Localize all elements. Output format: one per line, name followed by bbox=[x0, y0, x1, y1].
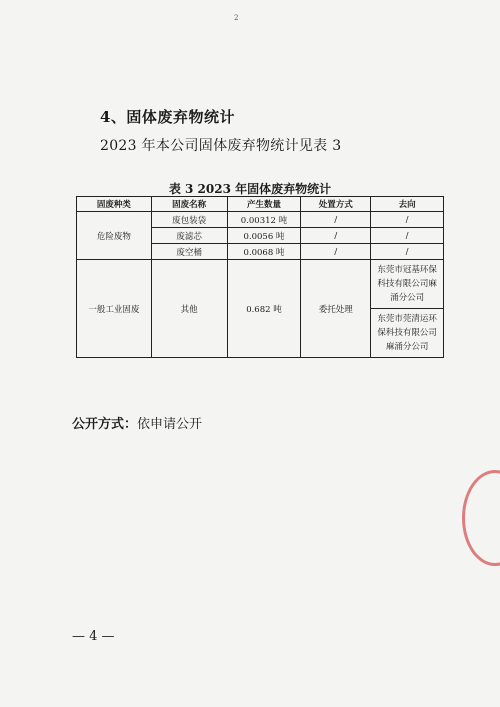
table-caption: 表 3 2023 年固体废弃物统计 bbox=[168, 182, 332, 196]
method-cell: 委托处理 bbox=[301, 260, 371, 358]
header-destination: 去向 bbox=[371, 197, 444, 212]
table-header-row bbox=[77, 197, 444, 212]
destination-cell: 东莞市莞清运环保科技有限公司麻涌分公司 bbox=[371, 309, 444, 358]
header-method: 处置方式 bbox=[301, 197, 371, 212]
quantity-cell: 0.0056 吨 bbox=[227, 228, 301, 244]
table-row bbox=[77, 212, 444, 228]
intro-text: 2023 年本公司固体废弃物统计见表 3 bbox=[100, 138, 342, 154]
header-category: 固废种类 bbox=[77, 197, 152, 212]
hazardous-category-cell: 危险废物 bbox=[77, 212, 152, 260]
disclosure-value: 依申请公开 bbox=[137, 417, 203, 432]
disclosure-label: 公开方式： bbox=[72, 417, 138, 432]
method-cell: / bbox=[301, 228, 371, 244]
quantity-cell: 0.682 吨 bbox=[227, 260, 301, 358]
quantity-cell: 0.00312 吨 bbox=[227, 212, 301, 228]
method-cell: / bbox=[301, 212, 371, 228]
header-name: 固废名称 bbox=[151, 197, 227, 212]
disclosure-line bbox=[72, 413, 202, 432]
destination-cell: 东莞市冠基环保科技有限公司麻涌分公司 bbox=[371, 260, 444, 309]
waste-name-cell: 其他 bbox=[151, 260, 227, 358]
method-cell: / bbox=[301, 244, 371, 260]
page-top-mark: 2 bbox=[234, 14, 239, 22]
section-heading: 4、固体废弃物统计 bbox=[100, 108, 235, 126]
page-number: — 4 — bbox=[72, 629, 115, 644]
header-quantity: 产生数量 bbox=[227, 197, 301, 212]
solid-waste-table bbox=[76, 196, 444, 358]
general-category-cell: 一般工业固废 bbox=[77, 260, 152, 358]
waste-name-cell: 废包装袋 bbox=[151, 212, 227, 228]
red-seal-stamp bbox=[462, 470, 500, 566]
quantity-cell: 0.0068 吨 bbox=[227, 244, 301, 260]
destination-cell: / bbox=[371, 228, 444, 244]
table-row bbox=[77, 260, 444, 309]
destination-cell: / bbox=[371, 244, 444, 260]
waste-name-cell: 废滤芯 bbox=[151, 228, 227, 244]
destination-cell: / bbox=[371, 212, 444, 228]
waste-name-cell: 废空桶 bbox=[151, 244, 227, 260]
